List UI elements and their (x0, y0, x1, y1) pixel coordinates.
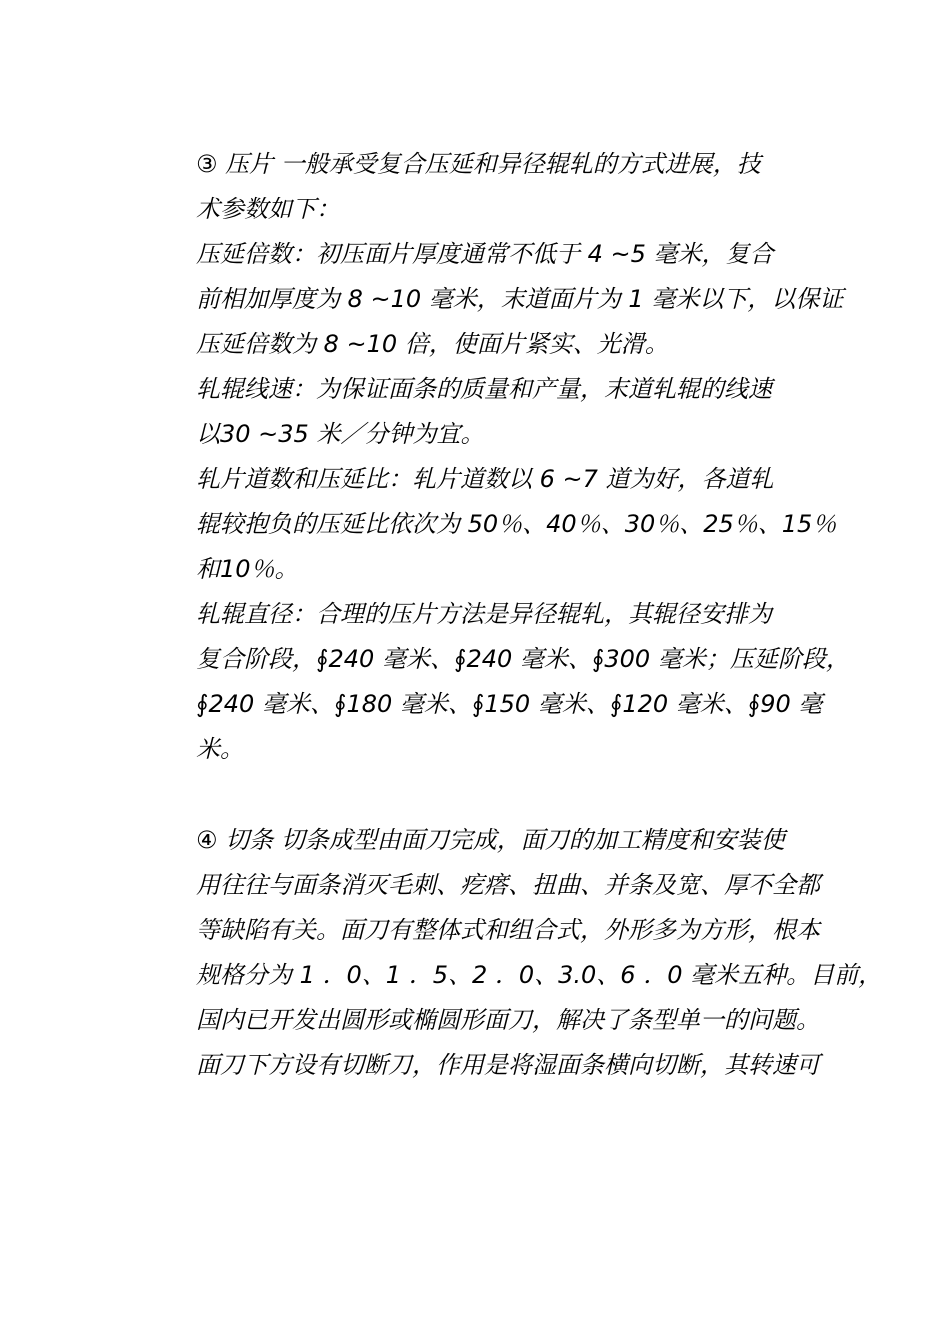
text-line: 辊较抱负的压延比依次为 50％、40％、30％、25％、15％ (196, 510, 837, 538)
paragraph-rolling-multiple (144, 232, 844, 367)
text-line: ③ 压片 一般承受复合压延和异径辊轧的方式进展，技 (196, 150, 761, 178)
text-line: 压延倍数为 8 ~10 倍，使面片紧实、光滑。 (196, 330, 669, 358)
text-line: 等缺陷有关。面刀有整体式和组合式，外形多为方形，根本 (196, 916, 820, 944)
text-line: 用往往与面条消灭毛刺、疙瘩、扭曲、并条及宽、厚不全都 (196, 871, 820, 899)
text-line: ④ 切条 切条成型由面刀完成，面刀的加工精度和安装使 (196, 826, 785, 854)
text-line: 国内已开发出圆形或椭圆形面刀，解决了条型单一的问题。 (196, 1006, 820, 1034)
text-line: 术参数如下： (196, 195, 340, 223)
paragraph-roller-diameter (144, 592, 850, 772)
text-line: ∮240 毫米、∮180 毫米、∮150 毫米、∮120 毫米、∮90 毫 (196, 690, 823, 718)
text-line: 轧辊线速：为保证面条的质量和产量，末道轧辊的线速 (196, 375, 772, 403)
text-line: 和10％。 (196, 555, 299, 583)
text-line: 压延倍数：初压面片厚度通常不低于 4 ~5 毫米，复合 (196, 240, 774, 268)
section-pressing (144, 142, 850, 772)
paragraph-cutting (144, 818, 883, 1088)
text-line: 米。 (196, 735, 244, 763)
paragraph-pass-count (144, 457, 837, 592)
text-line: 前相加厚度为 8 ~10 毫米，末道面片为 1 毫米以下，以保证 (196, 285, 844, 313)
text-line: 轧辊直径：合理的压片方法是异径辊轧，其辊径安排为 (196, 600, 772, 628)
text-line: 轧片道数和压延比：轧片道数以 6 ~7 道为好，各道轧 (196, 465, 774, 493)
text-line: 以30 ~35 米／分钟为宜。 (196, 420, 485, 448)
text-line: 规格分为 1 ．0、1 ．5、2 ．0、3.0、6 ．0 毫米五种。目前， (196, 961, 883, 989)
text-line: 复合阶段，∮240 毫米、∮240 毫米、∮300 毫米；压延阶段， (196, 645, 850, 673)
section-cutting (144, 818, 883, 1088)
text-line: 面刀下方设有切断刀，作用是将湿面条横向切断，其转速可 (196, 1051, 820, 1079)
paragraph-roller-speed (144, 367, 824, 457)
paragraph-pressing-intro (144, 142, 824, 232)
